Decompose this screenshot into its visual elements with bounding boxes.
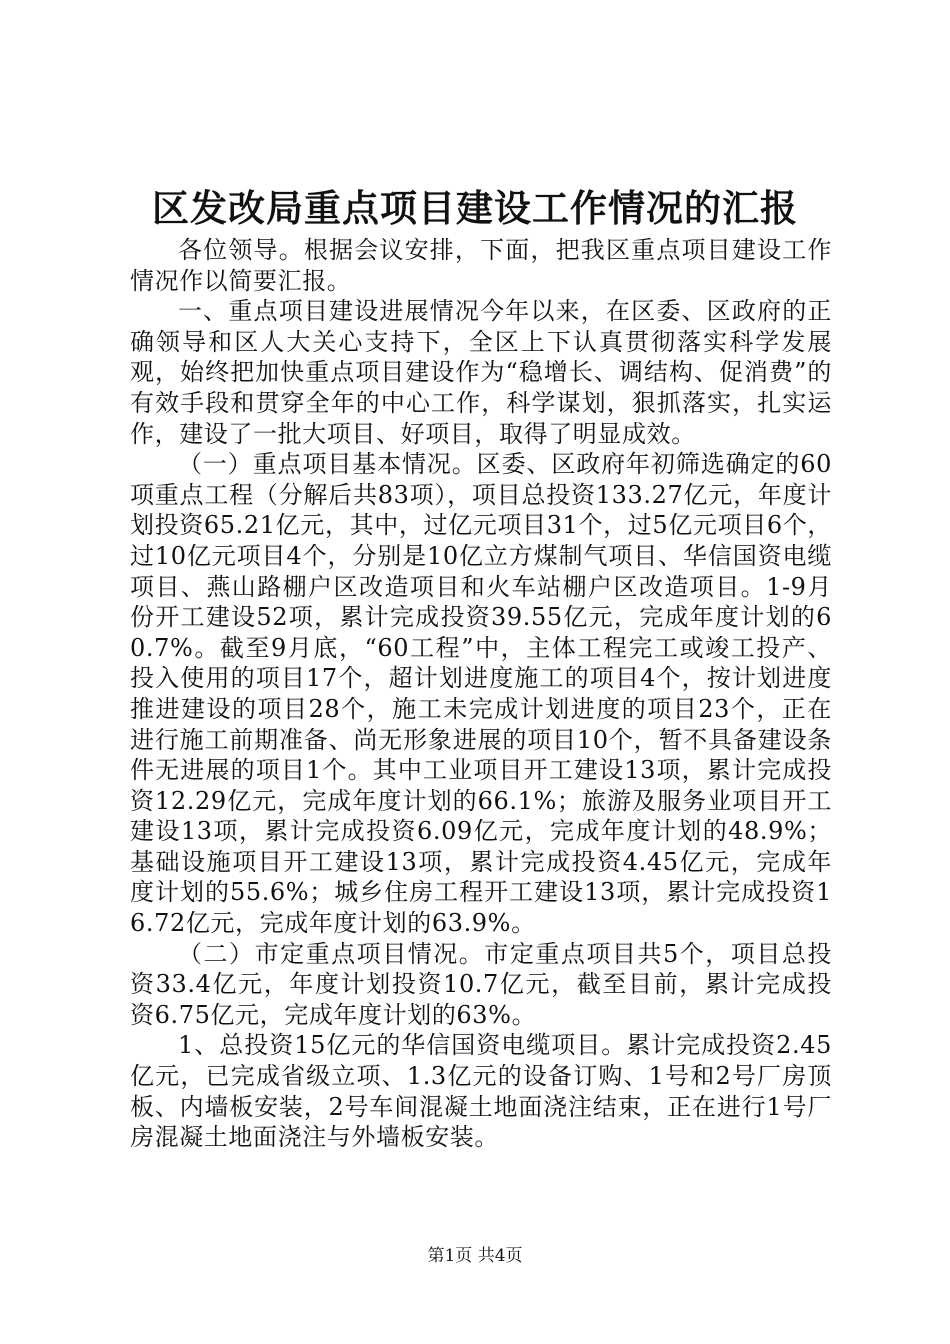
paragraph-subsection-1: （一）重点项目基本情况。区委、区政府年初筛选确定的60项重点工程（分解后共83项），项目总投资133.27亿元，年度计划投资65.21亿元，其中，过亿元项目31个，过5亿元项目6个，过10亿元项目4个，分别是10亿立方煤制气项目、华信国资电缆项目、燕山路棚户区改造项目和火车站棚户区改造项目。1-9月份开工建设52项，累计完成投资39.55亿元，完成年度计划的60.7%。截至9月底，“60工程”中，主体工程完工或竣工投产、投入使用的项目17个，超计划进度施工的项目4个，按计划进度推进建设的项目28个，施工未完成计划进度的项目23个，正在进行施工前期准备、尚无形象进展的项目10个，暂不具备建设条件无进展的项目1个。其中工业项目开工建设13项，累计完成投资12.29亿元，完成年度计划的66.1%；旅游及服务业项目开工建设13项，累计完成投资6.09亿元，完成年度计划的48.9%；基础设施项目开工建设13项，累计完成投资4.45亿元，完成年度计划的55.6%；城乡住房工程开工建设13项，累计完成投资16.72亿元，完成年度计划的63.9%。	[130, 450, 832, 938]
paragraph-subsection-2: （二）市定重点项目情况。市定重点项目共5个，项目总投资33.4亿元，年度计划投资10.7亿元，截至目前，累计完成投资6.75亿元，完成年度计划的63%。	[130, 939, 832, 1029]
page-number-footer: 第1页 共4页	[427, 1246, 523, 1266]
paragraph-greeting: 各位领导。根据会议安排，下面，把我区重点项目建设工作情况作以简要汇报。	[130, 236, 832, 295]
document-title: 区发改局重点项目建设工作情况的汇报	[152, 187, 798, 230]
paragraph-item-1: 1、总投资15亿元的华信国资电缆项目。累计完成投资2.45亿元，已完成省级立项、1.3亿元的设备订购、1号和2号厂房顶板、内墙板安装，2号车间混凝土地面浇注结束，正在进行1号厂房混凝土地面浇注与外墙板安装。	[130, 1031, 832, 1152]
document-body	[130, 235, 832, 1153]
paragraph-section-1: 一、重点项目建设进展情况今年以来，在区委、区政府的正确领导和区人大关心支持下，全区上下认真贯彻落实科学发展观，始终把加快重点项目建设作为“稳增长、调结构、促消费”的有效手段和贯穿全年的中心工作，科学谋划，狠抓落实，扎实运作，建设了一批大项目、好项目，取得了明显成效。	[130, 297, 832, 448]
